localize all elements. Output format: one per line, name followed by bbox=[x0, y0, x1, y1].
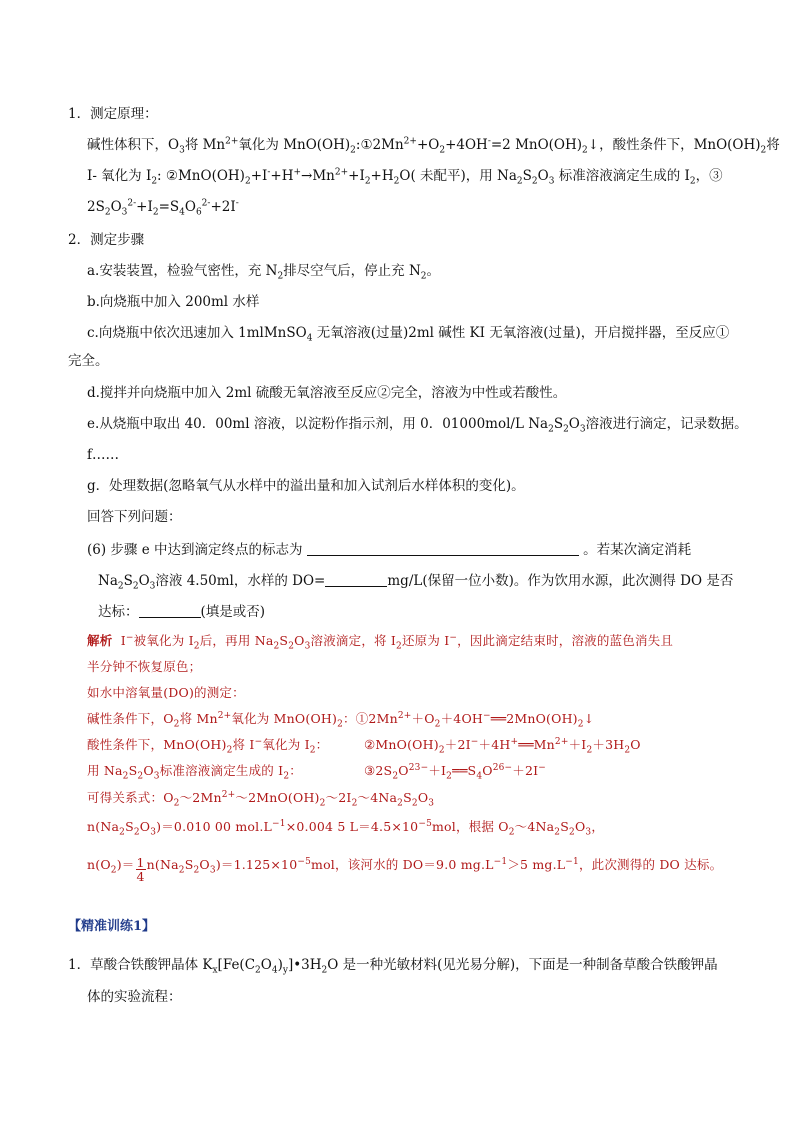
analysis-line-6: 用 $Na_2S_2O_3$标准溶液滴定生成的 $I_2$： bbox=[87, 763, 302, 782]
analysis-equation-2: $②MnO(OH)_2+2I^-+4H^+══Mn^{2+}+I_2+3H_2O$ bbox=[364, 736, 641, 756]
analysis-line-7: 可得关系式：$O_2\sim 2Mn^{2+}\sim 2MnO(OH)_2\sim 2I_2\sim 4Na_2S_2O_3$ bbox=[87, 789, 435, 809]
step-c-continued: 完全。 bbox=[68, 353, 109, 369]
section-heading-steps: 2．测定步骤 bbox=[68, 232, 145, 248]
training-label: 【精准训练1】 bbox=[68, 919, 156, 934]
fraction-one-quarter: $\frac{1}{4}$ bbox=[136, 855, 145, 884]
step-d: d.搅拌并向烧瓶中加入 2ml 硫酸无氧溶液至反应②完全，溶液为中性或若酸性。 bbox=[87, 385, 567, 401]
question-6-line-1: (6) 步骤 e 中达到滴定终点的标志为 。若某次滴定消耗 bbox=[87, 542, 692, 558]
answer-blank-do-value[interactable] bbox=[325, 572, 387, 587]
training-question-line-2: 体的实验流程： bbox=[87, 989, 182, 1005]
analysis-line-2: 半分钟不恢复原色； bbox=[87, 659, 202, 674]
analysis-line-8: $n(Na_2S_2O_3)=0.010$ 00 $mol.L^{-1}\times 0.004$ 5 $L=4.5\times 10^{-5}mol$，根据 $O_2\sim 4Na_2S_2O_3$， bbox=[87, 818, 605, 838]
training-question-line-1: 1．草酸合铁酸钾晶体 $K_x[Fe(C_2O_4)_y]•3H_2O$ 是一种光敏材料(见光易分解)，下面是一种制备草酸合铁酸钾晶 bbox=[68, 957, 718, 976]
answer-blank-compliance[interactable] bbox=[139, 603, 201, 618]
analysis-line-5: 酸性条件下，$MnO(OH)_2$将 I−氧化为 $I_2$： bbox=[87, 736, 329, 756]
step-f: f…… bbox=[87, 447, 119, 463]
questions-prompt: 回答下列问题： bbox=[87, 509, 182, 525]
answer-blank-endpoint[interactable] bbox=[307, 541, 579, 556]
question-6-line-2: $Na_2S_2O_3$溶液 4.50ml，水样的 DO= mg/L(保留一位小数)。作为饮用水源，此次测得 DO 是否 bbox=[98, 573, 734, 592]
question-6-line-3: 达标： (填是或否) bbox=[98, 604, 266, 620]
step-a: a.安装装置，检验气密性，充 $N_2$排尽空气后，停止充 $N_2$。 bbox=[87, 263, 441, 282]
analysis-equation-3: $③2S_2O^{23-}+I_2══S_4O^{26-}+2I^-$ bbox=[364, 762, 547, 782]
section-heading-principle: 1．测定原理： bbox=[68, 106, 158, 122]
principle-line-1: 碱性体积下，$O_3$将 $Mn^{2+}$氧化为 $MnO(OH)_2:①2Mn^{2+}+O_2+4OH^-=2$ $MnO(OH)_2↓$，酸性条件下，$MnO(OH)_2$将 bbox=[87, 136, 780, 156]
step-e: e.从烧瓶中取出 40．00ml 溶液，以淀粉作指示剂，用 0．01000mol/L $Na_2S_2O_3$溶液进行滴定，记录数据。 bbox=[87, 416, 748, 435]
analysis-line-9: $n(O_2)=$ $\frac{1}{4}$ $n(Na_2S_2O_3)=1.125\times 10^{-5}mol$，该河水的 DO＝9.0 $mg.L^{-1}>5$ $mg.L^{-1}$，此次测得的 DO 达标。 bbox=[87, 855, 723, 884]
step-g: g．处理数据(忽略氧气从水样中的溢出量和加入试剂后水样体积的变化)。 bbox=[87, 478, 525, 494]
principle-line-3: $2S_2O_3^{2-}+I_2=S_4O_6^{2-}+2I^-$ bbox=[87, 198, 239, 218]
analysis-label: 解析 bbox=[87, 633, 113, 648]
analysis-line-1: 解析 I−被氧化为 $I_2$后，再用 $Na_2S_2O_3$溶液滴定，将 $I_2$还原为 I−，因此滴定结束时，溶液的蓝色消失且 bbox=[87, 632, 674, 652]
step-b: b.向烧瓶中加入 200ml 水样 bbox=[87, 294, 260, 310]
analysis-line-4: 碱性条件下，$O_2$将 $Mn^{2+}$氧化为 $MnO(OH)_2$：$①2Mn^{2+}+O_2+4OH^-══2MnO(OH)_2↓$ bbox=[87, 710, 595, 730]
principle-line-2: I- 氧化为 $I_2$: $②MnO(OH)_2+I^-+H^+\to Mn^{2+}+I_2+H_2O$( 未配平)，用 $Na_2S_2O_3$ 标准溶液滴定生成的 $I_2$，③ bbox=[87, 167, 723, 187]
analysis-line-3: 如水中溶氧量(DO)的测定： bbox=[87, 685, 245, 700]
step-c: c.向烧瓶中依次迅速加入 1mlMnSO$_4$ 无氧溶液(过量)2ml 碱性 KI 无氧溶液(过量)，开启搅拌器，至反应① bbox=[87, 325, 730, 344]
